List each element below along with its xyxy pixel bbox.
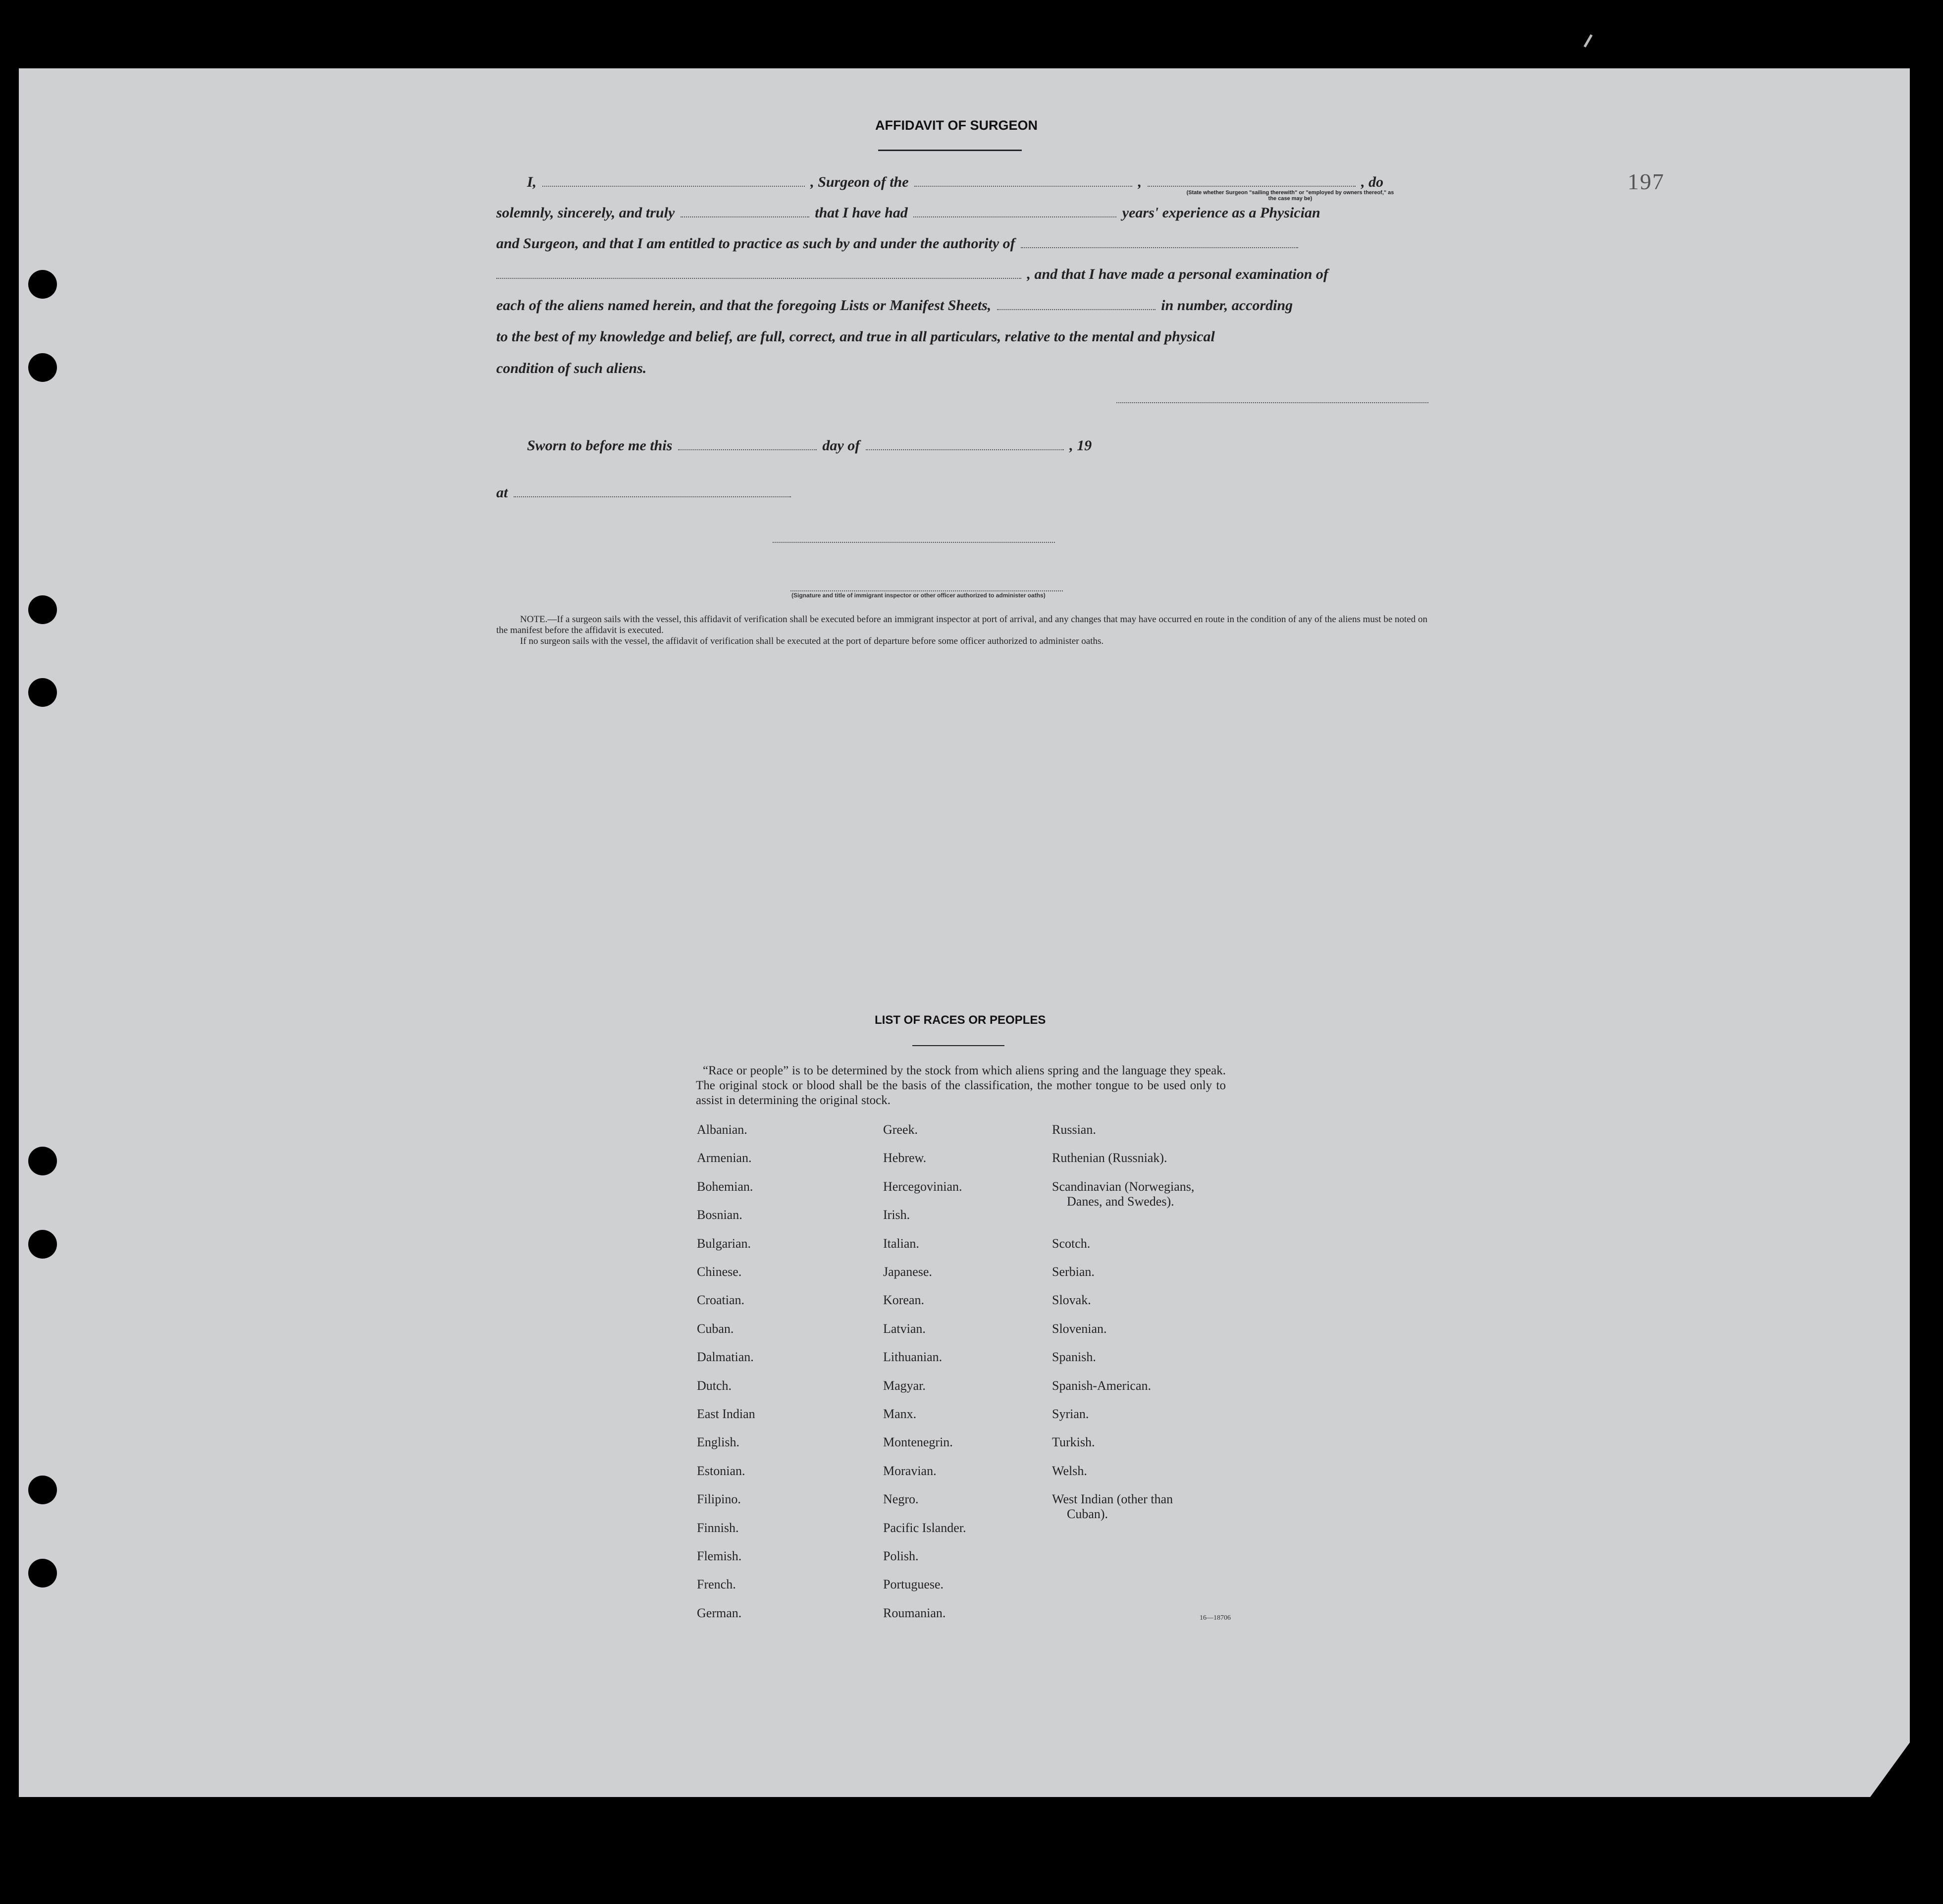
- affidavit-line-3: [496, 234, 1427, 254]
- text: each of the aliens named herein, and that the foregoing Lists or Manifest Sheets,: [496, 297, 992, 314]
- affidavit-line-1: [496, 172, 1427, 192]
- binder-hole: [28, 1230, 57, 1259]
- race-item: German.: [697, 1605, 742, 1620]
- note-paragraph: [496, 614, 1427, 647]
- race-item: Korean.: [883, 1293, 925, 1308]
- race-item: Lithuanian.: [883, 1350, 943, 1365]
- race-item: Manx.: [883, 1407, 917, 1421]
- affidavit-line-2: [496, 203, 1427, 223]
- text: I,: [527, 174, 537, 190]
- race-item: Chinese.: [697, 1265, 742, 1279]
- blank-field: [496, 270, 1021, 279]
- race-item: Magyar.: [883, 1378, 926, 1393]
- blank-field: [1021, 239, 1298, 248]
- race-item: Armenian.: [697, 1151, 752, 1165]
- binder-hole: [28, 1559, 57, 1587]
- race-item: West Indian (other than: [1052, 1492, 1173, 1507]
- text: day of: [822, 437, 860, 454]
- text: , and that I have made a personal examination of: [1027, 266, 1328, 282]
- race-item: English.: [697, 1435, 739, 1450]
- race-item: Spanish-American.: [1052, 1378, 1152, 1393]
- race-item: French.: [697, 1577, 736, 1592]
- binder-hole: [28, 1147, 57, 1175]
- blank-field: [542, 178, 805, 187]
- text: years' experience as a Physician: [1122, 205, 1320, 221]
- race-item: Turkish.: [1052, 1435, 1095, 1450]
- race-item: Cuban.: [697, 1321, 734, 1336]
- race-item: Moravian.: [883, 1463, 937, 1478]
- race-item: Pacific Islander.: [883, 1520, 966, 1535]
- race-item: Irish.: [883, 1208, 910, 1222]
- binder-hole: [28, 353, 57, 382]
- folded-corner: [1870, 1743, 1910, 1797]
- blank-field: [866, 441, 1064, 450]
- race-item: Dutch.: [697, 1378, 732, 1393]
- affidavit-title: AFFIDAVIT OF SURGEON: [875, 118, 1038, 133]
- binder-hole: [28, 595, 57, 624]
- page-number: 197: [1628, 169, 1665, 194]
- race-item: Japanese.: [883, 1265, 932, 1279]
- blank-field: [1148, 178, 1356, 187]
- race-item: Scandinavian (Norwegians,: [1052, 1179, 1195, 1194]
- race-item: Greek.: [883, 1122, 918, 1137]
- note-1: NOTE.—If a surgeon sails with the vessel, this affidavit of verification shall be executed before an immigrant inspector at port of arrival, and any changes that may have occurred en route in the condition of any of the aliens must be noted on the manifest before the affidavit is executed.: [496, 614, 1427, 635]
- race-item: Danes, and Swedes).: [1067, 1194, 1174, 1209]
- blank-field: [681, 209, 809, 217]
- officer-signature-line: [773, 534, 1055, 543]
- race-item: Italian.: [883, 1236, 919, 1251]
- text: and Surgeon, and that I am entitled to practice as such by and under the authority of: [496, 235, 1015, 252]
- form-number: 16—18706: [1200, 1614, 1231, 1622]
- races-title-rule: [912, 1045, 1004, 1046]
- races-intro: “Race or people” is to be determined by the stock from which aliens spring and the language they speak. The original stock or blood shall be the basis of the classification, the mother tongue to be used only to assist in determining the original stock.: [696, 1064, 1226, 1107]
- race-item: Estonian.: [697, 1463, 745, 1478]
- race-item: Ruthenian (Russniak).: [1052, 1151, 1167, 1165]
- race-item: Latvian.: [883, 1321, 926, 1336]
- race-item: East Indian: [697, 1407, 755, 1421]
- race-item: Portuguese.: [883, 1577, 944, 1592]
- text: at: [496, 484, 508, 501]
- text: ,: [1138, 174, 1142, 190]
- race-item: Finnish.: [697, 1520, 739, 1535]
- race-item: Croatian.: [697, 1293, 745, 1308]
- race-item: Hebrew.: [883, 1151, 927, 1165]
- blank-field: [914, 178, 1132, 187]
- race-item: Montenegrin.: [883, 1435, 953, 1450]
- text: , Surgeon of the: [810, 174, 909, 190]
- blank-field: [913, 209, 1116, 217]
- race-item: Cuban).: [1067, 1507, 1108, 1522]
- race-item: Spanish.: [1052, 1350, 1096, 1365]
- race-item: Slovenian.: [1052, 1321, 1107, 1336]
- binder-hole: [28, 1476, 57, 1504]
- title-rule: [878, 150, 1022, 151]
- owner-note: (State whether Surgeon "sailing therewith" or "employed by owners thereof," as the case may be): [1186, 190, 1394, 202]
- note-2: If no surgeon sails with the vessel, the affidavit of verification shall be executed at the port of departure before some officer authorized to administer oaths.: [520, 636, 1104, 646]
- text: Sworn to before me this: [527, 437, 673, 454]
- surgeon-signature-line: [1116, 394, 1428, 403]
- affidavit-line-6: to the best of my knowledge and belief, are full, correct, and true in all particulars, relative to the mental and physical: [496, 328, 1215, 345]
- race-item: Russian.: [1052, 1122, 1096, 1137]
- races-title: LIST OF RACES OR PEOPLES: [875, 1013, 1046, 1027]
- text: , do: [1361, 174, 1384, 190]
- text: solemnly, sincerely, and truly: [496, 205, 675, 221]
- race-item: Slovak.: [1052, 1293, 1091, 1308]
- race-item: Scotch.: [1052, 1236, 1091, 1251]
- race-item: Serbian.: [1052, 1265, 1095, 1279]
- race-item: Bosnian.: [697, 1208, 742, 1222]
- at-line: [496, 483, 1427, 503]
- officer-title-line: [790, 582, 1063, 591]
- sworn-line: [496, 436, 1427, 456]
- binder-hole: [28, 678, 57, 707]
- race-item: Dalmatian.: [697, 1350, 754, 1365]
- race-item: Hercegovinian.: [883, 1179, 962, 1194]
- race-item: Albanian.: [697, 1122, 747, 1137]
- race-item: Bohemian.: [697, 1179, 753, 1194]
- blank-field: [997, 301, 1155, 310]
- affidavit-line-4: [496, 264, 1427, 284]
- race-item: Welsh.: [1052, 1463, 1087, 1478]
- race-item: Roumanian.: [883, 1605, 946, 1620]
- pencil-mark: [1583, 34, 1598, 51]
- race-item: Filipino.: [697, 1492, 741, 1507]
- race-item: Flemish.: [697, 1549, 742, 1563]
- signature-caption: (Signature and title of immigrant inspector or other officer authorized to administer oaths): [791, 592, 1046, 599]
- affidavit-line-5: [496, 296, 1427, 316]
- blank-field: [514, 488, 791, 497]
- race-item: Bulgarian.: [697, 1236, 751, 1251]
- text: that I have had: [815, 205, 908, 221]
- binder-hole: [28, 270, 57, 299]
- text: in number, according: [1161, 297, 1293, 314]
- text: , 19: [1069, 437, 1092, 454]
- race-item: Syrian.: [1052, 1407, 1089, 1421]
- race-item: Negro.: [883, 1492, 919, 1507]
- affidavit-line-7: condition of such aliens.: [496, 360, 647, 376]
- race-item: Polish.: [883, 1549, 919, 1563]
- blank-field: [678, 441, 817, 450]
